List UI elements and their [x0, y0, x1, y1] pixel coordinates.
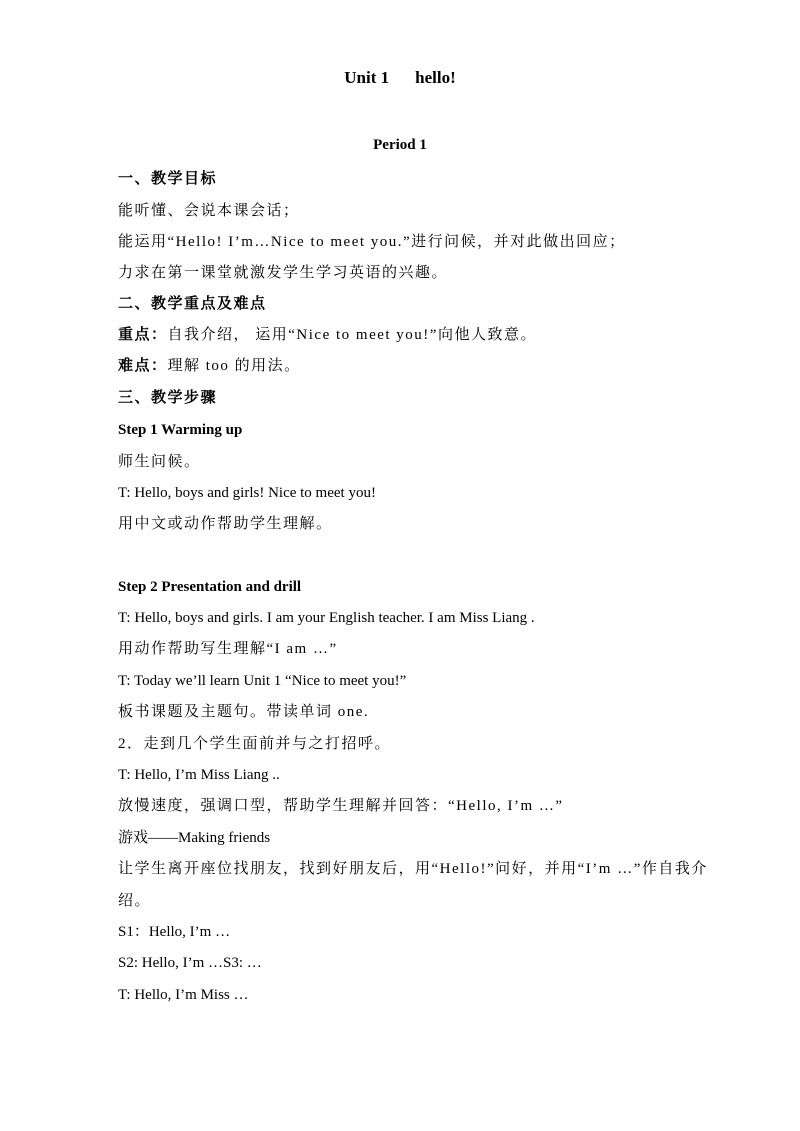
- step2-line-2: 用动作帮助写生理解“I am …”: [118, 641, 338, 657]
- step2-line-12: S2: Hello, I’m …S3: …: [118, 955, 262, 971]
- step2-heading: Step 2 Presentation and drill: [118, 579, 302, 595]
- period-heading: Period 1: [373, 137, 427, 153]
- unit-label: Unit 1: [344, 68, 390, 87]
- document-title: [0, 68, 800, 88]
- step1-line-2: T: Hello, boys and girls! Nice to meet you!: [118, 485, 376, 501]
- key-point-label: 重点：: [118, 327, 168, 343]
- step2-line-8: 游戏——Making friends: [118, 830, 271, 846]
- step2-line-1: T: Hello, boys and girls. I am your English teacher. I am Miss Liang .: [118, 610, 535, 626]
- step2-line-13: T: Hello, I’m Miss …: [118, 987, 249, 1003]
- goal-line-2: 能运用“Hello! I’m…Nice to meet you.”进行问候，并对此做出回应；: [118, 234, 626, 250]
- key-points-heading: 二、教学重点及难点: [118, 296, 267, 312]
- step2-line-7: 放慢速度，强调口型，帮助学生理解并回答：“Hello, I’m …”: [118, 798, 564, 814]
- step2-line-9: 让学生离开座位找朋友，找到好朋友后，用“Hello!”问好，并用“I’m …”作自我介: [118, 861, 708, 877]
- goal-line-3: 力求在第一课堂就激发学生学习英语的兴趣。: [118, 265, 449, 281]
- step2-line-3: T: Today we’ll learn Unit 1 “Nice to meet you!”: [118, 673, 407, 689]
- steps-heading: 三、教学步骤: [118, 390, 218, 406]
- step2-line-10: 绍。: [118, 893, 152, 909]
- goals-heading: 一、教学目标: [118, 171, 218, 187]
- step1-line-1: 师生问候。: [118, 454, 201, 470]
- step1-line-3: 用中文或动作帮助学生理解。: [118, 516, 333, 532]
- step2-line-5: 2．走到几个学生面前并与之打招呼。: [118, 736, 392, 752]
- difficulty-text: 理解 too 的用法。: [167, 358, 301, 374]
- unit-name: hello!: [415, 68, 456, 87]
- step2-line-6: T: Hello, I’m Miss Liang ..: [118, 767, 280, 783]
- key-point-text: 自我介绍， 运用“Nice to meet you!”向他人致意。: [167, 327, 537, 343]
- step2-line-11: S1：Hello, I’m …: [118, 924, 231, 940]
- step2-line-4: 板书课题及主题句。带读单词 one.: [118, 704, 370, 720]
- difficulty-label: 难点：: [118, 358, 168, 374]
- key-point-line: [118, 325, 537, 345]
- goal-line-1: 能听懂、会说本课会话；: [118, 203, 300, 219]
- difficulty-line: [118, 356, 301, 376]
- step1-heading: Step 1 Warming up: [118, 422, 243, 438]
